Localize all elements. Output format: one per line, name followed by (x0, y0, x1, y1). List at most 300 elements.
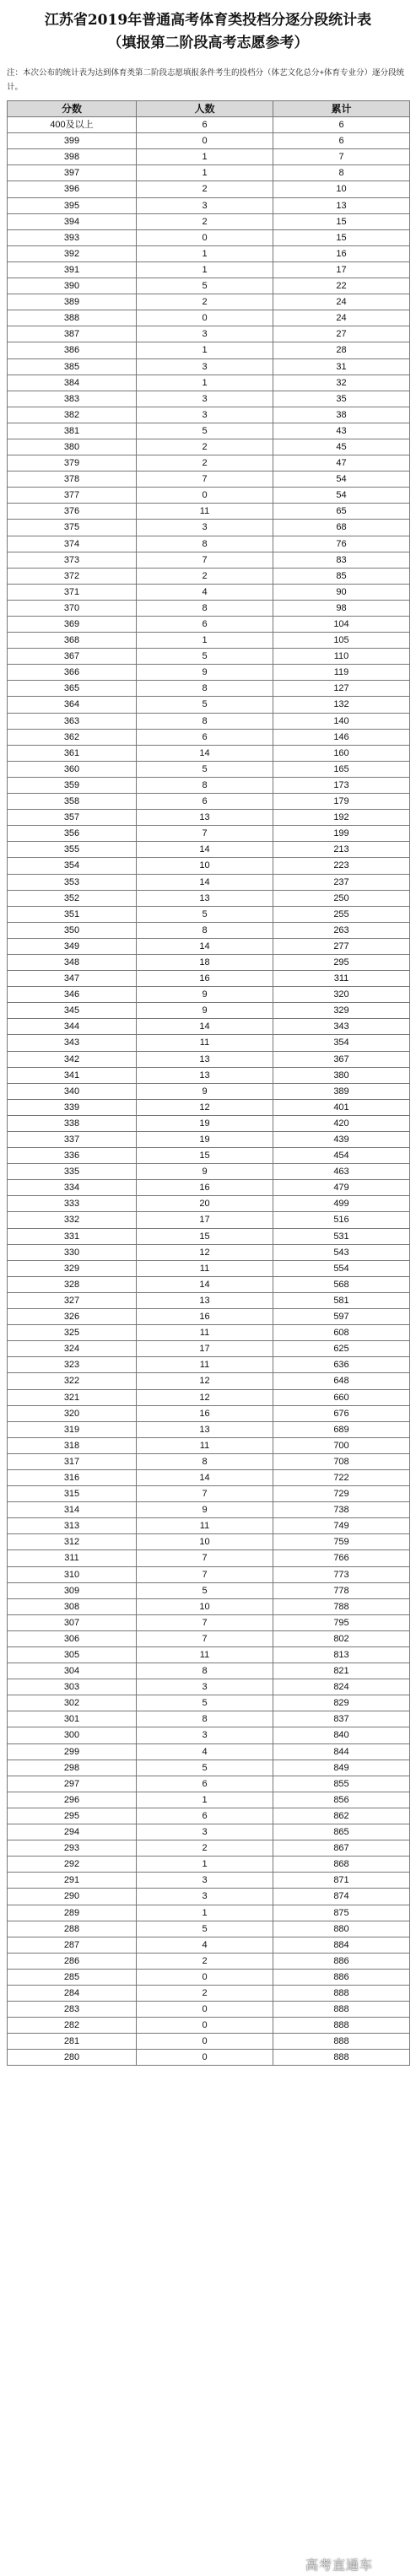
cell-cumulative: 173 (273, 778, 410, 794)
cell-score: 292 (8, 1857, 137, 1873)
table-row (8, 1695, 410, 1711)
cell-cumulative: 766 (273, 1550, 410, 1566)
cell-score: 301 (8, 1711, 137, 1727)
cell-score: 387 (8, 326, 137, 342)
cell-count: 5 (137, 1760, 273, 1776)
cell-score: 333 (8, 1196, 137, 1212)
cell-cumulative: 6 (273, 133, 410, 149)
cell-score: 377 (8, 488, 137, 504)
cell-cumulative: 479 (273, 1180, 410, 1196)
cell-cumulative: 722 (273, 1470, 410, 1486)
cell-score: 356 (8, 826, 137, 842)
cell-score: 365 (8, 681, 137, 697)
table-row (8, 1550, 410, 1566)
cell-cumulative: 17 (273, 262, 410, 278)
table-row (8, 1583, 410, 1599)
cell-score: 347 (8, 971, 137, 987)
cell-cumulative: 255 (273, 907, 410, 923)
table-row (8, 1196, 410, 1212)
table-row (8, 1325, 410, 1341)
cell-count: 3 (137, 407, 273, 423)
cell-count: 2 (137, 569, 273, 585)
cell-score: 360 (8, 762, 137, 778)
cell-cumulative: 31 (273, 359, 410, 375)
table-row (8, 987, 410, 1003)
table-row (8, 1422, 410, 1438)
table-row (8, 1873, 410, 1889)
cell-cumulative: 568 (273, 1277, 410, 1293)
cell-cumulative: 10 (273, 181, 410, 197)
cell-count: 8 (137, 923, 273, 939)
cell-score: 353 (8, 875, 137, 891)
cell-cumulative: 867 (273, 1840, 410, 1857)
table-row (8, 923, 410, 939)
cell-count: 7 (137, 552, 273, 569)
cell-count: 19 (137, 1116, 273, 1132)
cell-cumulative: 439 (273, 1132, 410, 1148)
cell-cumulative: 660 (273, 1390, 410, 1406)
cell-cumulative: 795 (273, 1615, 410, 1631)
table-row (8, 681, 410, 697)
cell-score: 314 (8, 1502, 137, 1518)
cell-count: 6 (137, 1776, 273, 1792)
cell-count: 8 (137, 1663, 273, 1679)
cell-count: 7 (137, 1486, 273, 1502)
table-row (8, 1132, 410, 1148)
cell-cumulative: 76 (273, 536, 410, 552)
cell-score: 325 (8, 1325, 137, 1341)
table-row (8, 1212, 410, 1228)
table-row (8, 649, 410, 665)
cell-score: 336 (8, 1148, 137, 1164)
table-row (8, 439, 410, 455)
table-row (8, 714, 410, 730)
cell-count: 3 (137, 1889, 273, 1905)
cell-count: 17 (137, 1212, 273, 1228)
cell-cumulative: 499 (273, 1196, 410, 1212)
cell-cumulative: 862 (273, 1808, 410, 1824)
cell-count: 19 (137, 1132, 273, 1148)
cell-count: 13 (137, 1422, 273, 1438)
table-row (8, 1534, 410, 1550)
table-row (8, 455, 410, 472)
cell-count: 0 (137, 2034, 273, 2050)
cell-count: 15 (137, 1229, 273, 1245)
table-row (8, 1647, 410, 1663)
table-row (8, 1599, 410, 1615)
cell-score: 329 (8, 1261, 137, 1277)
cell-score: 324 (8, 1341, 137, 1357)
cell-score: 342 (8, 1052, 137, 1068)
cell-count: 0 (137, 310, 273, 326)
cell-count: 14 (137, 1019, 273, 1035)
cell-score: 331 (8, 1229, 137, 1245)
cell-score: 368 (8, 633, 137, 649)
cell-count: 13 (137, 1052, 273, 1068)
table-row (8, 278, 410, 294)
cell-cumulative: 708 (273, 1454, 410, 1470)
table-row (8, 2002, 410, 2018)
cell-score: 288 (8, 1921, 137, 1937)
cell-count: 7 (137, 1567, 273, 1583)
cell-score: 281 (8, 2034, 137, 2050)
cell-score: 350 (8, 923, 137, 939)
cell-score: 351 (8, 907, 137, 923)
cell-count: 17 (137, 1341, 273, 1357)
table-row (8, 1840, 410, 1857)
cell-cumulative: 874 (273, 1889, 410, 1905)
cell-count: 0 (137, 2002, 273, 2018)
table-row (8, 423, 410, 439)
cell-count: 8 (137, 714, 273, 730)
cell-cumulative: 68 (273, 520, 410, 536)
table-row (8, 1116, 410, 1132)
table-row (8, 1502, 410, 1518)
cell-count: 0 (137, 1970, 273, 1986)
cell-cumulative: 802 (273, 1631, 410, 1647)
table-row (8, 1454, 410, 1470)
table-row (8, 342, 410, 358)
table-row (8, 1438, 410, 1454)
cell-cumulative: 608 (273, 1325, 410, 1341)
cell-count: 16 (137, 1309, 273, 1325)
cell-score: 284 (8, 1986, 137, 2002)
table-row (8, 1986, 410, 2002)
cell-cumulative: 24 (273, 294, 410, 310)
cell-count: 6 (137, 1808, 273, 1824)
cell-count: 1 (137, 375, 273, 391)
table-row (8, 875, 410, 891)
cell-count: 8 (137, 778, 273, 794)
cell-cumulative: 160 (273, 746, 410, 762)
table-row (8, 601, 410, 617)
cell-score: 291 (8, 1873, 137, 1889)
table-row (8, 1727, 410, 1743)
table-row (8, 294, 410, 310)
cell-cumulative: 65 (273, 504, 410, 520)
cell-cumulative: 749 (273, 1518, 410, 1534)
cell-cumulative: 24 (273, 310, 410, 326)
cell-cumulative: 192 (273, 810, 410, 826)
table-row (8, 842, 410, 858)
cell-count: 5 (137, 1583, 273, 1599)
cell-score: 370 (8, 601, 137, 617)
cell-score: 328 (8, 1277, 137, 1293)
cell-score: 337 (8, 1132, 137, 1148)
cell-score: 332 (8, 1212, 137, 1228)
cell-score: 381 (8, 423, 137, 439)
cell-cumulative: 454 (273, 1148, 410, 1164)
table-row (8, 326, 410, 342)
cell-score: 374 (8, 536, 137, 552)
cell-count: 11 (137, 1325, 273, 1341)
cell-count: 5 (137, 649, 273, 665)
table-row (8, 1261, 410, 1277)
table-row (8, 1905, 410, 1921)
cell-count: 13 (137, 810, 273, 826)
table-row (8, 907, 410, 923)
table-row (8, 1970, 410, 1986)
table-row (8, 375, 410, 391)
cell-cumulative: 22 (273, 278, 410, 294)
cell-count: 6 (137, 794, 273, 810)
cell-cumulative: 32 (273, 375, 410, 391)
cell-count: 0 (137, 488, 273, 504)
cell-count: 15 (137, 1148, 273, 1164)
cell-cumulative: 16 (273, 246, 410, 262)
cell-count: 3 (137, 198, 273, 214)
table-row (8, 778, 410, 794)
cell-cumulative: 179 (273, 794, 410, 810)
cell-count: 18 (137, 955, 273, 971)
cell-count: 9 (137, 1003, 273, 1019)
cell-count: 4 (137, 1744, 273, 1760)
cell-count: 0 (137, 2050, 273, 2066)
cell-cumulative: 531 (273, 1229, 410, 1245)
cell-score: 371 (8, 585, 137, 601)
cell-cumulative: 516 (273, 1212, 410, 1228)
cell-count: 3 (137, 520, 273, 536)
cell-count: 6 (137, 617, 273, 633)
cell-cumulative: 597 (273, 1309, 410, 1325)
cell-score: 339 (8, 1100, 137, 1116)
page-title: 江苏省2019年普通高考体育类投档分逐分段统计表 (44, 12, 372, 29)
cell-count: 7 (137, 1615, 273, 1631)
cell-cumulative: 43 (273, 423, 410, 439)
cell-count: 1 (137, 262, 273, 278)
cell-cumulative: 888 (273, 2002, 410, 2018)
cell-score: 305 (8, 1647, 137, 1663)
cell-cumulative: 15 (273, 230, 410, 246)
cell-score: 300 (8, 1727, 137, 1743)
cell-count: 10 (137, 858, 273, 874)
cell-cumulative: 389 (273, 1084, 410, 1100)
cell-cumulative: 888 (273, 2034, 410, 2050)
cell-cumulative: 888 (273, 2050, 410, 2066)
table-row (8, 214, 410, 230)
cell-score: 317 (8, 1454, 137, 1470)
cell-cumulative: 821 (273, 1663, 410, 1679)
cell-cumulative: 277 (273, 939, 410, 955)
table-body (8, 117, 410, 2066)
cell-count: 5 (137, 1921, 273, 1937)
cell-score: 319 (8, 1422, 137, 1438)
cell-count: 11 (137, 504, 273, 520)
table-row (8, 1277, 410, 1293)
cell-cumulative: 849 (273, 1760, 410, 1776)
cell-cumulative: 401 (273, 1100, 410, 1116)
table-row (8, 1711, 410, 1727)
cell-count: 2 (137, 294, 273, 310)
cell-cumulative: 295 (273, 955, 410, 971)
cell-cumulative: 45 (273, 439, 410, 455)
table-row (8, 133, 410, 149)
table-row (8, 1792, 410, 1808)
table-row (8, 1341, 410, 1357)
table-row (8, 730, 410, 746)
table-row (8, 1148, 410, 1164)
cell-count: 11 (137, 1261, 273, 1277)
cell-score: 310 (8, 1567, 137, 1583)
cell-score: 362 (8, 730, 137, 746)
cell-score: 344 (8, 1019, 137, 1035)
cell-cumulative: 868 (273, 1857, 410, 1873)
cell-cumulative: 773 (273, 1567, 410, 1583)
table-row (8, 1954, 410, 1970)
watermark-text: 高考直通车 (305, 2558, 374, 2573)
cell-cumulative: 880 (273, 1921, 410, 1937)
table-row (8, 1679, 410, 1695)
table-row (8, 1309, 410, 1325)
cell-score: 373 (8, 552, 137, 569)
cell-cumulative: 15 (273, 214, 410, 230)
table-row (8, 1229, 410, 1245)
cell-count: 1 (137, 1792, 273, 1808)
column-header-score: 分数 (8, 101, 137, 117)
table-row (8, 165, 410, 181)
cell-cumulative: 237 (273, 875, 410, 891)
cell-score: 363 (8, 714, 137, 730)
cell-count: 0 (137, 133, 273, 149)
cell-score: 386 (8, 342, 137, 358)
cell-cumulative: 8 (273, 165, 410, 181)
cell-cumulative: 146 (273, 730, 410, 746)
cell-cumulative: 90 (273, 585, 410, 601)
cell-score: 358 (8, 794, 137, 810)
cell-score: 296 (8, 1792, 137, 1808)
cell-score: 345 (8, 1003, 137, 1019)
cell-score: 290 (8, 1889, 137, 1905)
cell-count: 3 (137, 1824, 273, 1840)
cell-cumulative: 320 (273, 987, 410, 1003)
cell-cumulative: 888 (273, 1986, 410, 2002)
cell-score: 383 (8, 391, 137, 407)
cell-cumulative: 104 (273, 617, 410, 633)
cell-cumulative: 85 (273, 569, 410, 585)
table-row (8, 488, 410, 504)
cell-cumulative: 844 (273, 1744, 410, 1760)
cell-cumulative: 700 (273, 1438, 410, 1454)
table-row (8, 1390, 410, 1406)
cell-count: 9 (137, 1164, 273, 1180)
cell-count: 6 (137, 730, 273, 746)
cell-score: 306 (8, 1631, 137, 1647)
table-row (8, 246, 410, 262)
cell-score: 359 (8, 778, 137, 794)
cell-count: 8 (137, 536, 273, 552)
cell-cumulative: 581 (273, 1293, 410, 1309)
cell-count: 5 (137, 697, 273, 713)
cell-score: 392 (8, 246, 137, 262)
table-row (8, 1357, 410, 1373)
cell-score: 335 (8, 1164, 137, 1180)
cell-score: 372 (8, 569, 137, 585)
cell-count: 14 (137, 1277, 273, 1293)
table-row (8, 569, 410, 585)
cell-count: 9 (137, 665, 273, 681)
cell-cumulative: 132 (273, 697, 410, 713)
cell-count: 3 (137, 1679, 273, 1695)
table-row (8, 1921, 410, 1937)
cell-count: 14 (137, 1470, 273, 1486)
cell-cumulative: 311 (273, 971, 410, 987)
table-row (8, 198, 410, 214)
cell-count: 11 (137, 1357, 273, 1373)
cell-score: 307 (8, 1615, 137, 1631)
cell-count: 5 (137, 1695, 273, 1711)
cell-count: 12 (137, 1100, 273, 1116)
cell-score: 334 (8, 1180, 137, 1196)
cell-score: 293 (8, 1840, 137, 1857)
cell-count: 11 (137, 1518, 273, 1534)
cell-score: 380 (8, 439, 137, 455)
cell-score: 341 (8, 1068, 137, 1084)
cell-score: 287 (8, 1937, 137, 1954)
cell-count: 3 (137, 391, 273, 407)
cell-score: 397 (8, 165, 137, 181)
cell-score: 315 (8, 1486, 137, 1502)
cell-score: 379 (8, 455, 137, 472)
cell-cumulative: 840 (273, 1727, 410, 1743)
table-row (8, 858, 410, 874)
cell-cumulative: 676 (273, 1406, 410, 1422)
cell-count: 16 (137, 1180, 273, 1196)
cell-cumulative: 865 (273, 1824, 410, 1840)
cell-cumulative: 28 (273, 342, 410, 358)
cell-score: 376 (8, 504, 137, 520)
cell-cumulative: 38 (273, 407, 410, 423)
cell-count: 8 (137, 601, 273, 617)
cell-count: 3 (137, 326, 273, 342)
cell-count: 7 (137, 826, 273, 842)
cell-score: 311 (8, 1550, 137, 1566)
cell-score: 302 (8, 1695, 137, 1711)
table-row (8, 1776, 410, 1792)
cell-count: 2 (137, 1986, 273, 2002)
cell-count: 10 (137, 1534, 273, 1550)
table-row (8, 1019, 410, 1035)
table-row (8, 1615, 410, 1631)
cell-count: 13 (137, 891, 273, 907)
cell-count: 10 (137, 1599, 273, 1615)
table-row (8, 1293, 410, 1309)
cell-score: 313 (8, 1518, 137, 1534)
cell-cumulative: 759 (273, 1534, 410, 1550)
cell-score: 388 (8, 310, 137, 326)
cell-cumulative: 354 (273, 1035, 410, 1051)
cell-count: 16 (137, 971, 273, 987)
table-row (8, 536, 410, 552)
cell-score: 348 (8, 955, 137, 971)
cell-cumulative: 27 (273, 326, 410, 342)
table-row (8, 520, 410, 536)
cell-count: 9 (137, 1084, 273, 1100)
cell-score: 295 (8, 1808, 137, 1824)
cell-score: 298 (8, 1760, 137, 1776)
cell-count: 1 (137, 633, 273, 649)
cell-count: 8 (137, 1454, 273, 1470)
cell-cumulative: 35 (273, 391, 410, 407)
cell-score: 343 (8, 1035, 137, 1051)
cell-cumulative: 855 (273, 1776, 410, 1792)
cell-count: 7 (137, 1550, 273, 1566)
table-row (8, 665, 410, 681)
table-row (8, 1663, 410, 1679)
column-header-cumulative: 累计 (273, 101, 410, 117)
cell-cumulative: 871 (273, 1873, 410, 1889)
table-row (8, 230, 410, 246)
cell-cumulative: 223 (273, 858, 410, 874)
